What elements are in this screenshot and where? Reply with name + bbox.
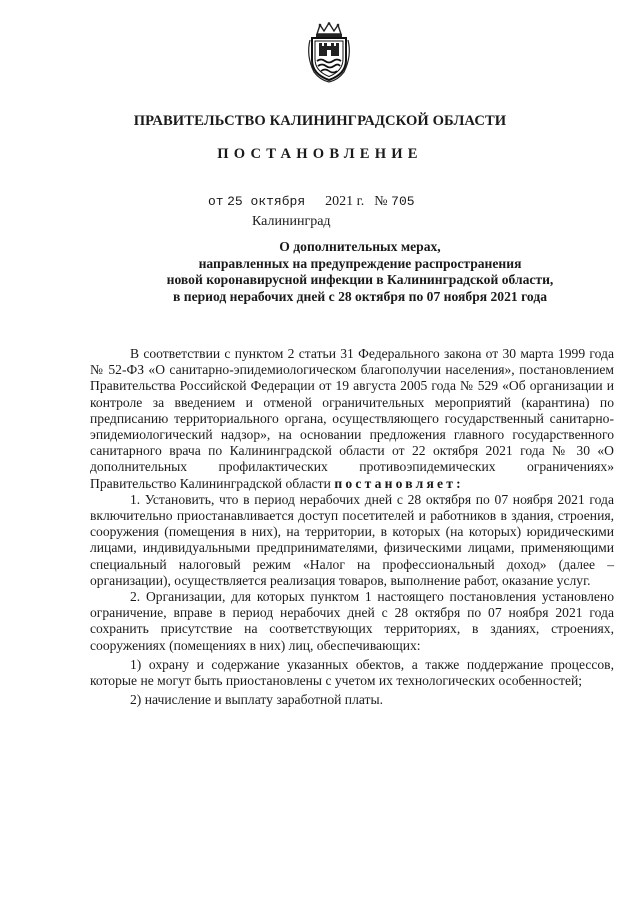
number-sign: № [374,194,388,209]
subject-line: в период нерабочих дней с 28 октября по 07 ноября 2021 года [173,288,547,304]
decree-body [90,346,614,708]
decides-word: постановляет: [334,475,464,491]
date-prefix: от [208,194,224,209]
decree-subject [100,239,620,305]
subject-line: новой коронавирусной инфекции в Калининградской области, [166,272,554,287]
subject-line: О дополнительных мерах, [279,239,441,254]
item-2-subitem-2: 2) начисление и выплату заработной платы. [130,692,384,708]
subject-line: направленных на предупреждение распространения [198,255,522,271]
item-2-paragraph: 2. Организации, для которых пунктом 1 настоящего постановления установлено ограничение, вправе в период нерабочих дней с 28 октября по 07 ноября 2021 года сохранить присутствие на соответствующих территориях, в зданиях, строениях, сооружениях (помещениях в них) лиц, обеспечивающих: [90,589,614,653]
document-type-title: ПОСТАНОВЛЕНИЕ [217,146,423,162]
date-day-month: 25 октября [227,194,306,209]
date-number-line [208,194,415,210]
document-number: 705 [391,194,415,209]
date-year: 2021 г. [325,194,365,209]
government-title: ПРАВИТЕЛЬСТВО КАЛИНИНГРАДСКОЙ ОБЛАСТИ [133,113,507,129]
item-2-subitem-1: 1) охрану и содержание указанных обектов, а также поддержание процессов, которые не могут быть приостановлены с учетом их технологических особенностей; [90,656,614,689]
item-1-paragraph: 1. Установить, что в период нерабочих дней с 28 октября по 07 ноября 2021 года включительно приостанавливается доступ посетителей и работников в здания, строения, сооружения (помещения в них), на территории, в которых (на которых) юридическими лицами, индивидуальными предпринимателями, физическими лицами, применяющими специальный налоговый режим «Налог на профессиональный доход» (далее – организации), осуществляется реализация товаров, выполнение работ, оказание услуг. [90,491,614,588]
preamble-text: В соответствии с пунктом 2 статьи 31 Федерального закона от 30 марта 1999 года № 52-ФЗ «О санитарно-эпидемиологическом благополучии населения», постановлением Правительства Российской Федерации от 19 августа 2005 года № 529 «Об организации и контроле за введением и отменой ограничительных мероприятий (карантина) по предписанию территориального органа, осуществляющего государственный санитарно-эпидемиологический надзор», на основании предложения главного государственного санитарного врача по Калининградской области от 22 октября 2021 года № 30 «О дополнительных профилактических противоэпидемических ограничениях» Правительство Калининградской области [90,346,614,491]
city-name: Калининград [252,214,331,229]
coat-of-arms-icon [304,22,354,84]
preamble-paragraph [90,346,614,492]
